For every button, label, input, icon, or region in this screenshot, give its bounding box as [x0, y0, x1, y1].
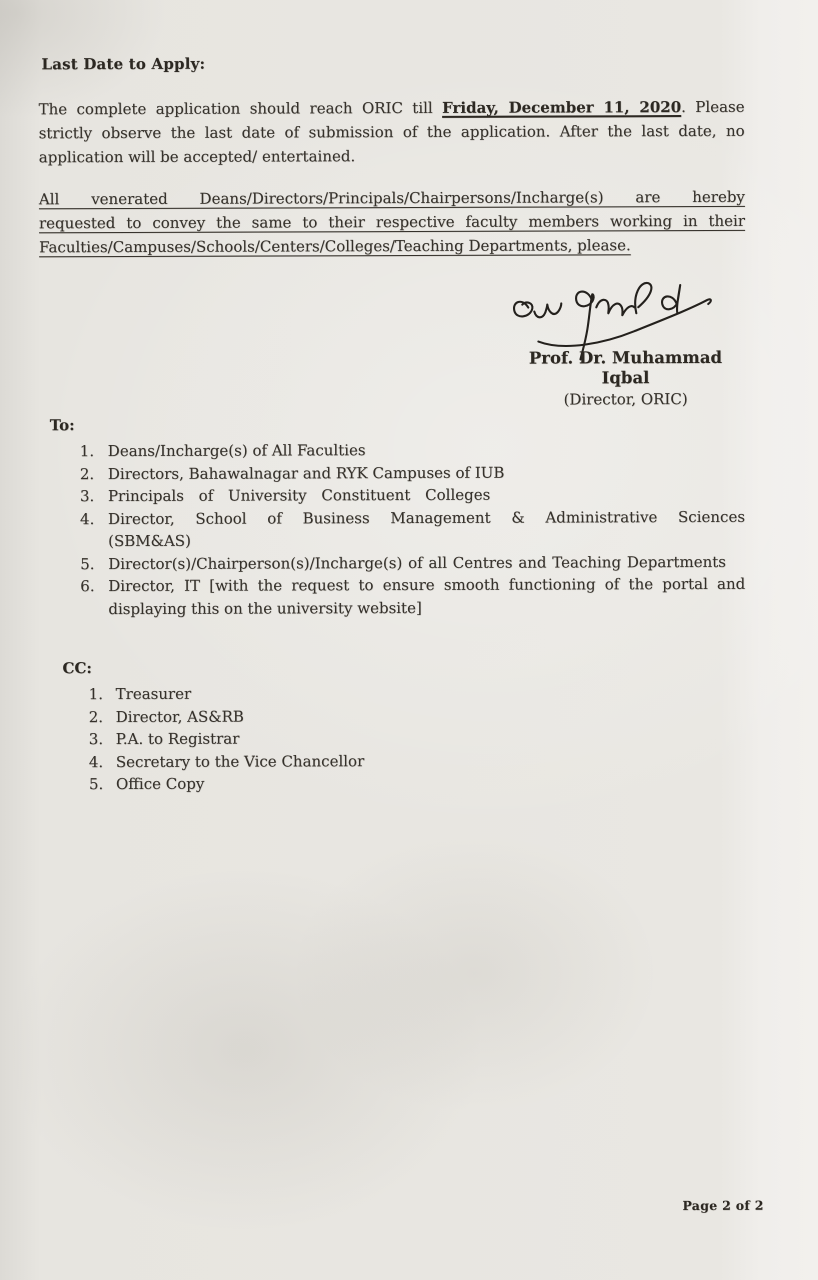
request-paragraph-line: requested to convey the same to their respective faculty members working in their	[38, 211, 746, 233]
signatory-name: Prof. Dr. Muhammad Iqbal	[528, 347, 723, 388]
deadline-text-pre: The complete application should reach ORIC till	[38, 98, 433, 119]
deadline-text-post: . Please	[681, 97, 745, 117]
signatory-title: (Director, ORIC)	[563, 390, 688, 409]
to-list	[108, 438, 746, 620]
deadline-line-2: strictly observe the last date of submission of the application. After the last date, no	[38, 121, 745, 143]
cc-section-label: CC:	[62, 659, 92, 678]
to-section-label: To:	[49, 416, 75, 435]
request-paragraph-line: All venerated Deans/Directors/Principals/Chairpersons/Incharge(s) are hereby	[38, 187, 745, 209]
to-list-item: Directors, Bahawalnagar and RYK Campuses of IUB	[107, 463, 505, 483]
signatory-block	[502, 348, 748, 410]
deadline-line-3: application will be accepted/ entertained.	[38, 147, 356, 167]
cc-list-item: Director, AS&RB	[115, 707, 244, 726]
to-list-item: Director, School of Business Management & Administrative Sciences (SBM&AS)	[107, 507, 746, 551]
deadline-line-1	[39, 95, 745, 121]
deadline-date: Friday, December 11, 2020	[442, 98, 682, 117]
cc-list-item: Secretary to the Vice Chancellor	[115, 751, 365, 771]
last-date-heading: Last Date to Apply:	[41, 54, 206, 74]
deadline-paragraph	[39, 95, 745, 169]
to-list-item: Deans/Incharge(s) of All Faculties	[107, 441, 366, 461]
request-paragraph	[39, 185, 745, 259]
to-list-item: Principals of University Constituent Colleges	[107, 485, 491, 506]
to-list-item: Director(s)/Chairperson(s)/Incharge(s) of all Centres and Teaching Departments	[108, 552, 726, 573]
to-list-item: Director, IT [with the request to ensure smooth functioning of the portal and displaying this on the university website]	[108, 574, 746, 618]
cc-list-item: P.A. to Registrar	[115, 729, 240, 749]
cc-list	[116, 681, 636, 795]
cc-list-item: Treasurer	[115, 684, 192, 704]
page-number: Page 2 of 2	[682, 1197, 764, 1214]
request-paragraph-line: Faculties/Campuses/Schools/Centers/Colleges/Teaching Departments, please.	[39, 236, 631, 257]
cc-list-item: Office Copy	[115, 774, 205, 794]
